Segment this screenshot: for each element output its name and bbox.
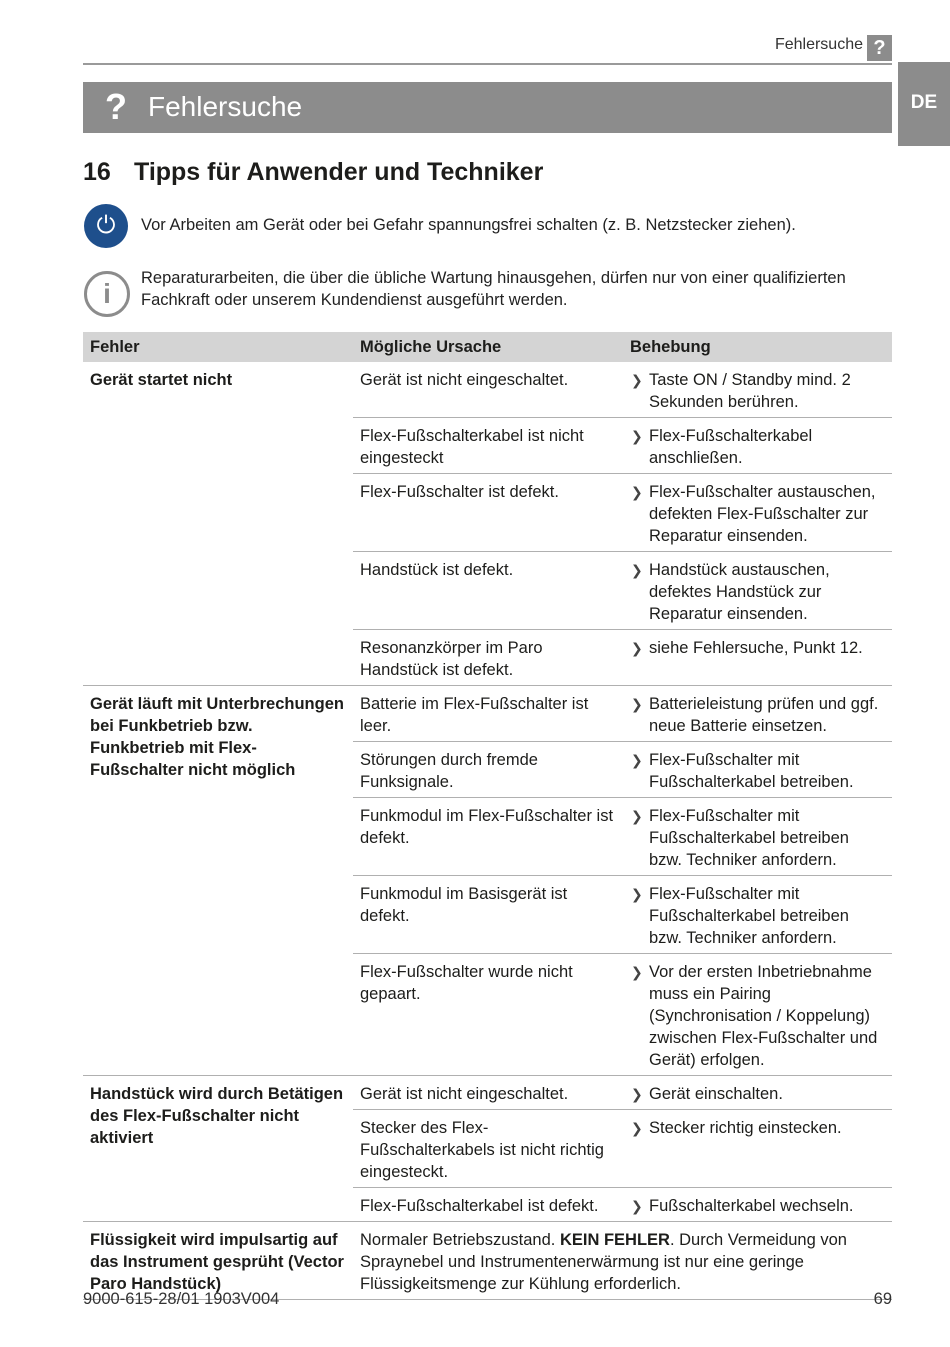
chevron-right-icon: ❯	[631, 696, 643, 712]
cause-cell: Gerät ist nicht eingeschaltet.	[353, 1076, 623, 1110]
doc-number: 9000-615-28/01 1903V004	[83, 1290, 280, 1308]
fix-cell	[623, 798, 892, 876]
table-row	[83, 362, 892, 418]
warning-note: Vor Arbeiten am Gerät oder bei Gefahr spannungsfrei schalten (z. B. Netzstecker ziehen).	[141, 216, 796, 234]
fix-cell	[623, 418, 892, 474]
chevron-right-icon: ❯	[631, 372, 643, 388]
section-title: Tipps für Anwender und Techniker	[134, 158, 544, 186]
info-note: Reparaturarbeiten, die über die übliche Wartung hinausgehen, dürfen nur von einer qualifizierten Fachkraft oder unserem Kundendienst ausgeführt werden.	[141, 269, 846, 309]
info-icon: i	[84, 271, 130, 317]
table-row	[83, 1076, 892, 1110]
section-number: 16	[83, 158, 111, 186]
chapter-banner	[83, 82, 892, 133]
header-fix: Behebung	[623, 332, 892, 362]
fix-cell	[623, 1076, 892, 1110]
running-head-title: Fehlersuche	[774, 36, 863, 53]
section-heading	[83, 158, 543, 187]
fix-cell	[623, 1188, 892, 1222]
merged-text-strong: KEIN FEHLER	[559, 1231, 670, 1249]
fix-text: Flex-Fußschalterkabel anschließen.	[649, 427, 813, 467]
fix-text: Gerät einschalten.	[649, 1085, 783, 1103]
fix-cell	[623, 362, 892, 418]
chevron-right-icon: ❯	[631, 484, 643, 500]
merged-text-post: . Durch Vermeidung von Spraynebel und Instrumentenerwärmung ist nur eine geringe Flüssigkeitsmenge zur Kühlung erforderlich.	[360, 1231, 847, 1293]
fix-text: Flex-Fußschalter mit Fußschalterkabel betreiben bzw. Techniker anfordern.	[649, 885, 849, 947]
chevron-right-icon: ❯	[631, 964, 643, 980]
fix-text: Batterieleistung prüfen und ggf. neue Batterie einsetzen.	[649, 695, 879, 735]
merged-cell	[353, 1222, 892, 1300]
question-icon: ?	[105, 86, 127, 127]
cause-cell: Störungen durch fremde Funksignale.	[353, 742, 623, 798]
chevron-right-icon: ❯	[631, 1086, 643, 1102]
fix-cell	[623, 1110, 892, 1188]
language-tab: DE	[898, 62, 950, 146]
fix-cell	[623, 552, 892, 630]
chevron-right-icon: ❯	[631, 886, 643, 902]
fix-text: Handstück austauschen, defektes Handstück zur Reparatur einsenden.	[649, 561, 830, 623]
header-fault: Fehler	[83, 332, 353, 362]
chevron-right-icon: ❯	[631, 562, 643, 578]
cause-cell: Resonanzkörper im Paro Handstück ist defekt.	[353, 630, 623, 686]
cause-cell: Flex-Fußschalter ist defekt.	[353, 474, 623, 552]
merged-text-pre: Normaler Betriebszustand.	[360, 1231, 556, 1249]
fix-text: Taste ON / Standby mind. 2 Sekunden berühren.	[649, 371, 851, 411]
fix-cell	[623, 686, 892, 742]
cause-cell: Stecker des Flex-Fußschalterkabels ist nicht richtig eingesteckt.	[353, 1110, 623, 1188]
chevron-right-icon: ❯	[631, 1198, 643, 1214]
table-header-row	[83, 332, 892, 362]
fix-text: Flex-Fußschalter mit Fußschalterkabel betreiben.	[649, 751, 854, 791]
fault-cell: Handstück wird durch Betätigen des Flex-Fußschalter nicht aktiviert	[83, 1076, 353, 1222]
page-number: 69	[873, 1290, 892, 1308]
table-row	[83, 686, 892, 742]
fix-cell	[623, 876, 892, 954]
cause-cell: Gerät ist nicht eingeschaltet.	[353, 362, 623, 418]
cause-cell: Flex-Fußschalter wurde nicht gepaart.	[353, 954, 623, 1076]
fix-text: Stecker richtig einstecken.	[649, 1119, 842, 1137]
chevron-right-icon: ❯	[631, 428, 643, 444]
header-rule	[83, 63, 892, 65]
troubleshooting-table	[83, 332, 892, 1300]
cause-cell: Batterie im Flex-Fußschalter ist leer.	[353, 686, 623, 742]
disconnect-power-icon: ⏻	[84, 204, 128, 248]
cause-cell: Funkmodul im Basisgerät ist defekt.	[353, 876, 623, 954]
fix-text: siehe Fehlersuche, Punkt 12.	[649, 639, 863, 657]
fix-text: Vor der ersten Inbetriebnahme muss ein Pairing (Synchronisation / Koppelung) zwischen Flex-Fußschalter und Gerät) erfolgen.	[649, 963, 878, 1069]
table-row	[83, 1222, 892, 1300]
fault-cell: Gerät läuft mit Unterbrechungen bei Funkbetrieb bzw. Funkbetrieb mit Flex-Fußschalter nicht möglich	[83, 686, 353, 1076]
cause-cell: Funkmodul im Flex-Fußschalter ist defekt.	[353, 798, 623, 876]
fix-text: Flex-Fußschalter mit Fußschalterkabel betreiben bzw. Techniker anfordern.	[649, 807, 849, 869]
chevron-right-icon: ❯	[631, 640, 643, 656]
cause-cell: Flex-Fußschalterkabel ist defekt.	[353, 1188, 623, 1222]
chevron-right-icon: ❯	[631, 808, 643, 824]
chevron-right-icon: ❯	[631, 752, 643, 768]
help-icon: ?	[867, 35, 892, 61]
fix-text: Fußschalterkabel wechseln.	[649, 1197, 854, 1215]
chapter-title: Fehlersuche	[148, 91, 303, 122]
fix-cell	[623, 954, 892, 1076]
cause-cell: Flex-Fußschalterkabel ist nicht eingesteckt	[353, 418, 623, 474]
fix-cell	[623, 742, 892, 798]
fix-cell	[623, 474, 892, 552]
fix-text: Flex-Fußschalter austauschen, defekten Flex-Fußschalter zur Reparatur einsenden.	[649, 483, 876, 545]
fault-cell: Gerät startet nicht	[83, 362, 353, 686]
header-cause: Mögliche Ursache	[353, 332, 623, 362]
fault-cell: Flüssigkeit wird impulsartig auf das Instrument gesprüht (Vector Paro Handstück)	[83, 1222, 353, 1300]
chevron-right-icon: ❯	[631, 1120, 643, 1136]
fix-cell	[623, 630, 892, 686]
cause-cell: Handstück ist defekt.	[353, 552, 623, 630]
